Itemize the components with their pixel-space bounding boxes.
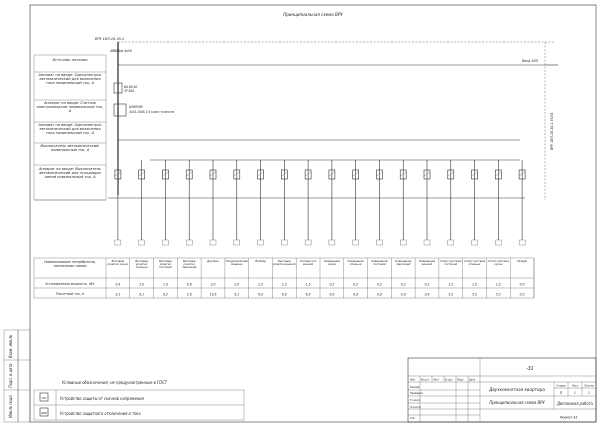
- sheets-value: 1: [588, 391, 590, 395]
- legend-title: Условные обозначения, не предусмотренные в ГОСТ: [62, 380, 168, 385]
- circuit-name: Освещение кухни: [323, 260, 340, 267]
- format-label: Формат А3: [560, 415, 578, 420]
- title-block: [408, 358, 596, 422]
- sheet-value: 1: [574, 391, 576, 395]
- side-stamp: [4, 330, 30, 422]
- left-label-6: Аппарат на вводе: Выключатель автоматический для отходящих линий номинальный ток, А: [38, 167, 102, 179]
- circuit-power: 0,2: [353, 282, 359, 287]
- supply-cable: АВБбШв 4х50: [110, 49, 132, 53]
- sheet-frame: [30, 5, 596, 422]
- circuit-name: Сплит-система кухни: [487, 260, 509, 267]
- meter-label-1: ВА-88-40: [124, 85, 138, 89]
- circuit-name: Бытовые розетки гостиной: [158, 260, 172, 270]
- circuit-name: Теплый пол ванной: [299, 260, 317, 267]
- load-symbol: [305, 240, 311, 245]
- load-symbol: [400, 240, 406, 245]
- circuit-current: 8,2: [163, 292, 168, 297]
- circuit-branch: [424, 160, 430, 245]
- circuit-branch: [329, 160, 335, 245]
- circuit-branch: [448, 160, 454, 245]
- row-label-power: Установленная мощность, кВт: [45, 282, 95, 286]
- circuit-current: 5,5: [448, 292, 454, 297]
- panel-label: ВРУ 1ВЛ-16-30-1: [95, 36, 125, 41]
- sheets-header: Листов: [584, 383, 594, 388]
- role-5: Утв.: [410, 416, 416, 420]
- circuit-power: 1,2: [448, 282, 454, 287]
- circuit-branch: [472, 160, 478, 245]
- left-label-2: Аппарат на вводе: Одноэлектрос автоматический для включения тока номинальный ток, А: [38, 73, 102, 85]
- load-symbol: [424, 240, 430, 245]
- circuit-power: 3,0: [210, 282, 216, 287]
- circuit-power: 1,5: [281, 282, 287, 287]
- circuit-power: 0,6: [186, 282, 192, 287]
- circuit-name: Освещение ванной: [418, 260, 436, 267]
- circuit-power: 1,2: [495, 282, 501, 287]
- legend-text-1: Устройство защиты от скачков напряжения: [60, 396, 144, 401]
- load-symbol: [186, 240, 192, 245]
- circuit-branch: [115, 160, 121, 245]
- circuit-branch: [210, 160, 216, 245]
- circuit-current: 0,0: [519, 292, 525, 297]
- circuit-name: Бойлер: [255, 260, 266, 263]
- circuit-current: 0,9: [377, 292, 382, 297]
- drawing-title: Принципиальная схема ВРУ: [283, 13, 343, 18]
- circuit-current: 9,1: [139, 292, 145, 297]
- load-symbol: [210, 240, 216, 245]
- left-label-1: Источник питания: [52, 58, 88, 62]
- company: Дипломная работа: [557, 401, 593, 406]
- circuit-branch: [305, 160, 311, 245]
- circuit-current: 6,8: [281, 292, 287, 297]
- circuit-power: 0,2: [424, 282, 430, 287]
- circuit-power: 1,5: [305, 282, 311, 287]
- load-symbol: [472, 240, 478, 245]
- load-symbol: [258, 240, 264, 245]
- sheet-code: -31: [526, 366, 534, 372]
- circuit-branch: [186, 160, 192, 245]
- circuit-name: Бытовые розетки ванной: [273, 260, 296, 267]
- load-symbol: [495, 240, 501, 245]
- circuit-branch: [376, 160, 382, 245]
- legend: [34, 380, 244, 420]
- circuit-name: Бытовые розетки спальни: [135, 260, 148, 270]
- sheet-name: Принципиальная схема ВРУ: [489, 400, 545, 405]
- circuit-current: 2,8: [186, 292, 192, 297]
- circuit-name: Бытовые розетки прихожей: [182, 260, 197, 270]
- circuit-name: Резерв: [517, 260, 527, 263]
- left-label-4: Аппарат на вводе: Одноэлектрос автоматический для включения тока номинальный ток, А: [38, 123, 102, 135]
- role-3: Т.контр.: [410, 398, 421, 402]
- role-2: Проверил: [410, 391, 423, 395]
- load-symbol: [329, 240, 335, 245]
- circuit-power: 0,4: [115, 282, 121, 287]
- circuit-branch: [400, 160, 406, 245]
- circuit-current: 13,6: [209, 292, 217, 297]
- col-header-1: Изм.: [410, 378, 416, 382]
- circuit-current: 5,5: [495, 292, 501, 297]
- meter-label-2: 3Р 50А: [124, 89, 135, 93]
- circuit-name: Сплит-система гостиной: [440, 260, 462, 267]
- sheet-header: Лист: [571, 383, 579, 388]
- load-symbol: [353, 240, 359, 245]
- col-header-6: Дата: [469, 378, 476, 382]
- col-header-4: № док: [445, 378, 453, 382]
- legend-symbol-2-text: АВДТ: [41, 412, 47, 415]
- circuit-power: 0,2: [329, 282, 335, 287]
- supply-note: Ввод 1ВЛ: [522, 59, 539, 63]
- circuit-branch: [281, 160, 287, 245]
- circuit-power: 2,0: [139, 282, 145, 287]
- circuit-power: 1,5: [258, 282, 263, 287]
- circuit-power: 0,2: [377, 282, 382, 287]
- circuit-power: 1,2: [472, 282, 477, 287]
- circuit-current: 0,9: [400, 292, 406, 297]
- circuit-power: 2,0: [234, 282, 240, 287]
- load-symbol: [519, 240, 525, 245]
- circuit-name: Освещение прихожей: [395, 260, 412, 267]
- counter-label: ЦЭ6803В: [129, 105, 143, 109]
- circuit-branch: [495, 160, 501, 245]
- circuit-current: 5,5: [472, 292, 477, 297]
- circuit-branch: [139, 160, 145, 245]
- circuit-branch: [162, 160, 168, 245]
- circuit-current: 6,8: [305, 292, 311, 297]
- load-symbol: [376, 240, 382, 245]
- circuit-name: Освещение гостиной: [371, 260, 388, 267]
- side-stamp-2: Подп. и дата: [8, 363, 13, 388]
- role-4: Н.контр.: [410, 405, 422, 409]
- side-stamp-1: Инв.№ подл.: [8, 394, 13, 418]
- circuit-power: 0,0: [519, 282, 525, 287]
- project-name: Двухкомнатная квартира: [489, 388, 545, 393]
- circuit-current: 0,9: [353, 292, 359, 297]
- col-header-3: Лист: [433, 378, 439, 382]
- circuit-current: 0,9: [424, 292, 430, 297]
- row-label-name: Наименование потребителя, назначение линии: [44, 260, 96, 268]
- left-label-column: [34, 55, 106, 200]
- row-label-current: Расчетный ток, А: [56, 292, 84, 296]
- load-symbol: [115, 240, 121, 245]
- load-symbol: [448, 240, 454, 245]
- load-table: [34, 258, 534, 298]
- circuit-branch: [353, 160, 359, 245]
- stage-value: П: [559, 391, 563, 395]
- load-symbol: [281, 240, 287, 245]
- left-label-5: Выключатель автоматический: номинальный ток, А: [40, 144, 100, 152]
- circuit-branch: [258, 160, 264, 245]
- circuit-name: Посудомоечная машина: [225, 260, 248, 267]
- load-symbol: [234, 240, 240, 245]
- circuit-branch: [234, 160, 240, 245]
- circuit-branches: [115, 160, 525, 245]
- circuit-name: Духовка: [207, 260, 219, 263]
- col-header-2: Кол.уч: [421, 378, 430, 382]
- circuit-current: 0,9: [329, 292, 335, 297]
- circuit-name: Освещение спальни: [347, 260, 364, 267]
- circuit-branch: [519, 160, 525, 245]
- left-label-3: Аппарат на вводе: Счетчик электроэнергии номинальный ток, А: [36, 101, 104, 113]
- circuit-name: Сплит-система спальни: [463, 260, 486, 267]
- supply-feeder: [95, 36, 558, 200]
- circuit-power: 0,2: [400, 282, 406, 287]
- circuit-name: Бытовые розетки кухни: [107, 260, 129, 267]
- circuit-power: 1,8: [163, 282, 168, 287]
- circuit-current: 6,8: [258, 292, 263, 297]
- load-symbol: [139, 240, 145, 245]
- legend-text-2: Устройство защитного отключения и тока: [60, 411, 141, 416]
- counter-sub: 3х10-100А 1,0 класс точности: [129, 110, 175, 114]
- circuit-current: 2,3: [115, 292, 121, 297]
- side-stamp-3: Взам. инв.№: [8, 334, 13, 358]
- load-symbol: [162, 240, 168, 245]
- col-header-5: Подп.: [457, 378, 465, 382]
- role-1: Разраб.: [410, 385, 420, 389]
- circuit-current: 9,1: [234, 292, 240, 297]
- stage-header: Стадия: [556, 383, 566, 388]
- vertical-label: ВРУ 1ВЛ-16-30-1 УХЛ4: [550, 112, 554, 150]
- legend-symbol-1-text: УЗО: [41, 397, 47, 400]
